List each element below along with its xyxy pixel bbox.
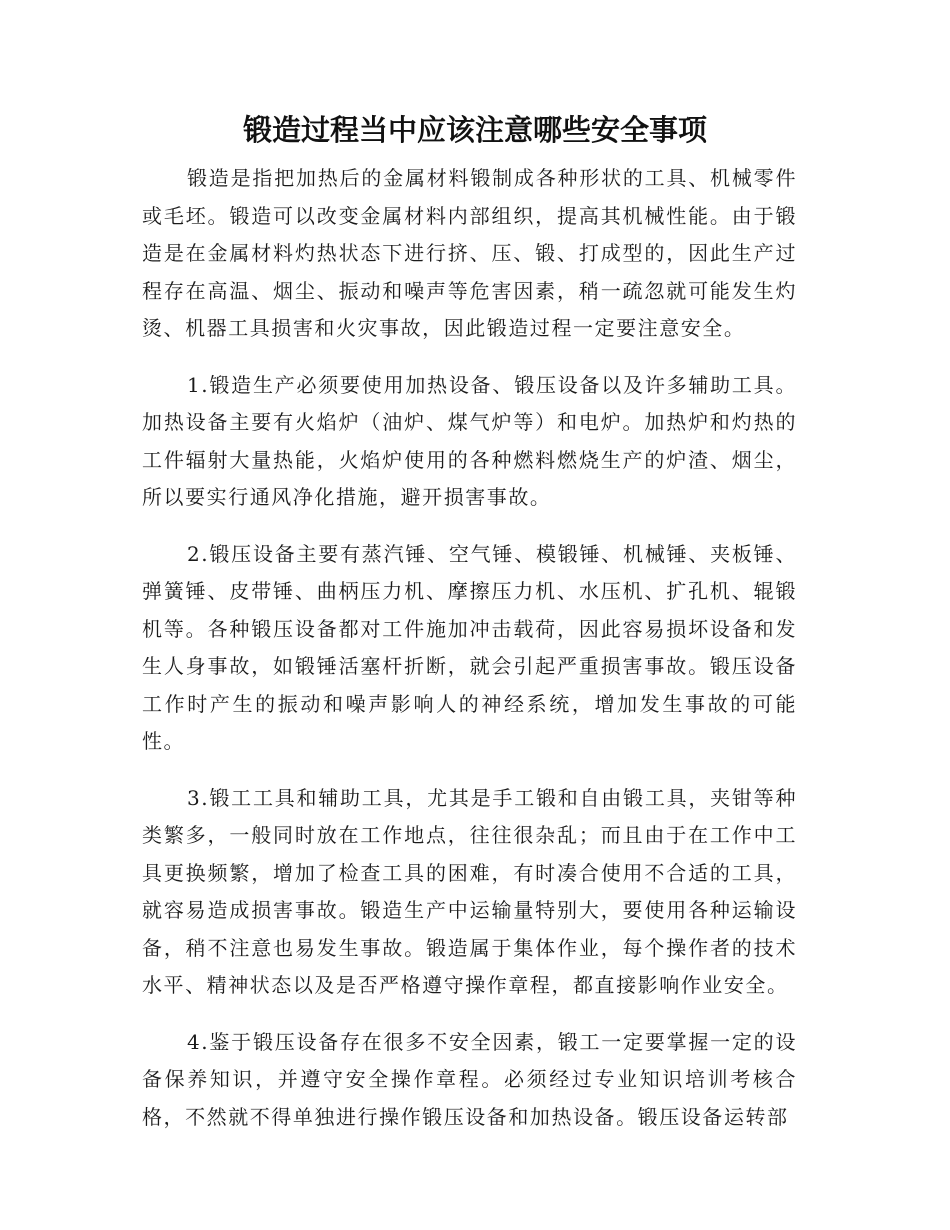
paragraph-2: 2.锻压设备主要有蒸汽锤、空气锤、模锻锤、机械锤、夹板锤、弹簧锤、皮带锤、曲柄压力机、摩擦压力机、水压机、扩孔机、辊锻机等。各种锻压设备都对工件施加冲击载荷，因此容易损坏设备和发生人身事故，如锻锤活塞杆折断，就会引起严重损害事故。锻压设备工作时产生的振动和噪声影响人的神经系统，增加发生事故的可能性。	[142, 541, 797, 753]
paragraph-3: 3.锻工工具和辅助工具，尤其是手工锻和自由锻工具，夹钳等种类繁多，一般同时放在工作地点，往往很杂乱；而且由于在工作中工具更换频繁，增加了检查工具的困难，有时凑合使用不合适的工具，就容易造成损害事故。锻造生产中运输量特别大，要使用各种运输设备，稍不注意也易发生事故。锻造属于集体作业，每个操作者的技术水平、精神状态以及是否严格遵守操作章程，都直接影响作业安全。	[142, 785, 797, 997]
document-body	[142, 160, 797, 1136]
paragraph-4: 4.鉴于锻压设备存在很多不安全因素，锻工一定要掌握一定的设备保养知识，并遵守安全操作章程。必须经过专业知识培训考核合格，不然就不得单独进行操作锻压设备和加热设备。锻压设备运转部	[142, 1029, 797, 1129]
document-title: 锻造过程当中应该注意哪些安全事项	[242, 113, 707, 147]
paragraph-1: 1.锻造生产必须要使用加热设备、锻压设备以及许多辅助工具。加热设备主要有火焰炉（油炉、煤气炉等）和电炉。加热炉和灼热的工件辐射大量热能，火焰炉使用的各种燃料燃烧生产的炉渣、烟尘，所以要实行通风净化措施，避开损害事故。	[142, 372, 797, 509]
paragraph-intro: 锻造是指把加热后的金属材料锻制成各种形状的工具、机械零件或毛坯。锻造可以改变金属材料内部组织，提高其机械性能。由于锻造是在金属材料灼热状态下进行挤、压、锻、打成型的，因此生产过程存在高温、烟尘、振动和噪声等危害因素，稍一疏忽就可能发生灼烫、机器工具损害和火灾事故，因此锻造过程一定要注意安全。	[142, 166, 797, 340]
